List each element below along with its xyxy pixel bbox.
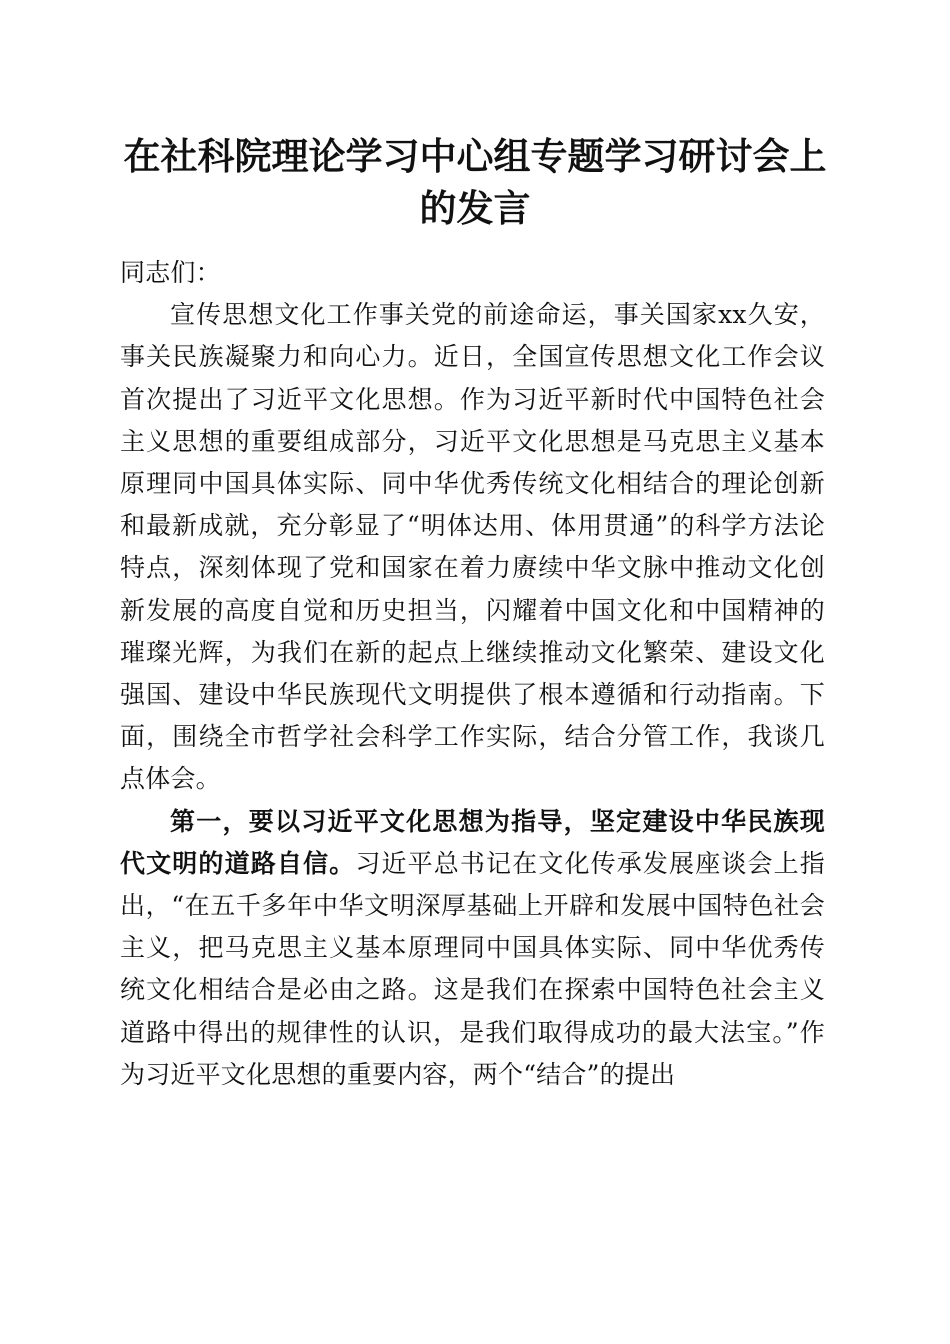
paragraph-intro — [120, 294, 825, 800]
document-body — [120, 252, 825, 1096]
document-title: 在社科院理论学习中心组专题学习研讨会上的发言 — [123, 134, 827, 230]
salutation: 同志们： — [120, 258, 221, 287]
paragraph-text: 宣传思想文化工作事关党的前途命运，事关国家xx久安，事关民族凝聚力和向心力。近日，全国宣传思想文化工作会议首次提出了习近平文化思想。作为习近平新时代中国特色社会主义思想的重要组成部分，习近平文化思想是马克思主义基本原理同中国具体实际、同中华优秀传统文化相结合的理论创新和最新成就，充分彰显了“明体达用、体用贯通”的科学方法论特点，深刻体现了党和国家在着力赓续中华文脉中推动文化创新发展的高度自觉和历史担当，闪耀着中国文化和中国精神的璀璨光辉，为我们在新的起点上继续推动文化繁荣、建设文化强国、建设中华民族现代文明提供了根本遵循和行动指南。下面，围绕全市哲学社会科学工作实际，结合分管工作，我谈几点体会。 — [120, 300, 825, 794]
paragraph-first-point — [120, 801, 825, 1096]
paragraph-lead-heading: 第一，要以习近平文化思想为指导，坚定建设中华民族现代文明的道路自信。 — [120, 806, 825, 878]
paragraph-text: 习近平总书记在文化传承发展座谈会上指出，“在五千多年中华文明深厚基础上开辟和发展中国特色社会主义，把马克思主义基本原理同中国具体实际、同中华优秀传统文化相结合是必由之路。这是我们在探索中国特色社会主义道路中得出的规律性的认识，是我们取得成功的最大法宝。”作为习近平文化思想的重要内容，两个“结合”的提出 — [120, 848, 825, 1089]
